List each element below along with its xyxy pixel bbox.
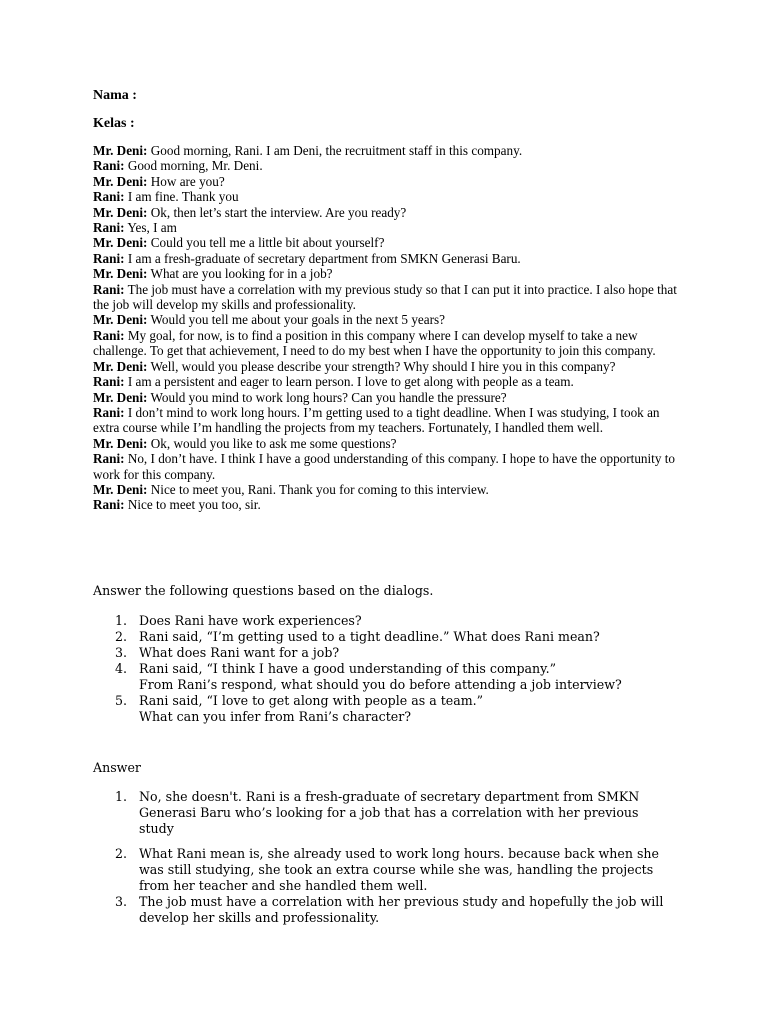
dialog-text: Good morning, Rani. I am Deni, the recruitment staff in this company. <box>147 143 523 158</box>
speaker-name: Rani: <box>93 250 125 266</box>
question-item <box>93 661 653 693</box>
dialog-text: My goal, for now, is to find a position in this company where I can develop myself to take a new challenge. To get that achievement, I need to do my best when I have the opportunity to join this company. <box>93 327 656 359</box>
question-number: 1. <box>115 613 128 628</box>
dialog-line <box>93 235 677 250</box>
interview-dialog <box>93 143 677 513</box>
answer-item <box>93 789 673 837</box>
speaker-name: Mr. Deni: <box>93 389 148 405</box>
dialog-line <box>93 482 677 497</box>
dialog-line <box>93 312 677 327</box>
dialog-text: Would you mind to work long hours? Can you handle the pressure? <box>147 389 507 405</box>
dialog-text: Would you tell me about your goals in the next 5 years? <box>147 312 446 328</box>
speaker-name: Rani: <box>93 281 125 297</box>
dialog-line <box>93 405 677 436</box>
question-item <box>93 693 653 725</box>
questions-list <box>93 613 653 725</box>
question-text: Rani said, “I think I have a good understanding of this company.” <box>139 661 557 676</box>
dialog-line <box>93 497 677 512</box>
nama-label: Nama : <box>93 88 137 103</box>
dialog-line <box>93 266 677 281</box>
question-number: 4. <box>115 661 128 676</box>
answer-item <box>93 894 673 926</box>
question-text: Does Rani have work experiences? <box>139 613 362 628</box>
answer-number: 1. <box>115 789 128 804</box>
instructions-text: Answer the following questions based on the dialogs. <box>93 583 434 598</box>
dialog-line <box>93 205 677 220</box>
speaker-name: Rani: <box>93 158 125 174</box>
question-text: From Rani’s respond, what should you do before attending a job interview? <box>139 677 622 692</box>
answer-number: 2. <box>115 846 128 861</box>
dialog-text: Good morning, Mr. Deni. <box>124 158 263 174</box>
dialog-line <box>93 143 677 158</box>
speaker-name: Mr. Deni: <box>93 266 148 282</box>
dialog-text: I am a persistent and eager to learn person. I love to get along with people as a team. <box>124 374 574 390</box>
dialog-text: I am fine. Thank you <box>124 189 239 205</box>
speaker-name: Rani: <box>93 451 125 467</box>
question-number: 2. <box>115 629 128 644</box>
answer-text: What Rani mean is, she already used to work long hours. because back when she was still studying, she took an extra course while she was, handling the projects from her teacher and she handled them well. <box>139 846 659 893</box>
speaker-name: Rani: <box>93 374 125 390</box>
speaker-name: Rani: <box>93 497 125 513</box>
answers-list <box>93 789 673 926</box>
dialog-text: How are you? <box>147 173 225 189</box>
dialog-text: Nice to meet you, Rani. Thank you for coming to this interview. <box>147 481 489 497</box>
dialog-line <box>93 220 677 235</box>
speaker-name: Mr. Deni: <box>93 173 148 189</box>
dialog-text: The job must have a correlation with my previous study so that I can put it into practice. I also hope that the job will develop my skills and professionality. <box>93 281 677 313</box>
dialog-text: Nice to meet you too, sir. <box>124 497 261 513</box>
speaker-name: Mr. Deni: <box>93 143 148 158</box>
dialog-text: Well, would you please describe your strength? Why should I hire you in this company? <box>147 358 616 374</box>
answer-text: The job must have a correlation with her previous study and hopefully the job will develop her skills and professionality. <box>139 894 664 925</box>
question-item <box>93 613 653 629</box>
speaker-name: Mr. Deni: <box>93 481 148 497</box>
dialog-line <box>93 359 677 374</box>
question-number: 5. <box>115 693 128 708</box>
dialog-line <box>93 451 677 482</box>
dialog-text: Yes, I am <box>124 220 177 236</box>
answer-item <box>93 846 673 894</box>
dialog-text: No, I don’t have. I think I have a good understanding of this company. I hope to have the opportunity to work for this company. <box>93 451 675 482</box>
question-text: Rani said, “I’m getting used to a tight deadline.” What does Rani mean? <box>139 629 600 644</box>
answer-title: Answer <box>93 760 141 775</box>
dialog-text: I don’t mind to work long hours. I’m getting used to a tight deadline. When I was studying, I took an extra course while I’m handling the projects from my teachers. Fortunately, I handled them well. <box>93 404 660 436</box>
dialog-text: Could you tell me a little bit about yourself? <box>147 235 385 251</box>
question-text: Rani said, “I love to get along with people as a team.” <box>139 693 484 708</box>
speaker-name: Mr. Deni: <box>93 204 148 220</box>
question-text: What does Rani want for a job? <box>139 645 340 660</box>
dialog-line <box>93 158 677 173</box>
speaker-name: Mr. Deni: <box>93 235 148 251</box>
dialog-text: What are you looking for in a job? <box>147 266 333 282</box>
question-item <box>93 629 653 645</box>
question-number: 3. <box>115 645 128 660</box>
dialog-line <box>93 374 677 389</box>
dialog-line <box>93 189 677 204</box>
speaker-name: Mr. Deni: <box>93 435 148 451</box>
speaker-name: Rani: <box>93 327 125 343</box>
answer-text: No, she doesn't. Rani is a fresh-graduate of secretary department from SMKN Generasi Baru who’s looking for a job that has a correlation with her previous study <box>139 789 640 836</box>
dialog-text: Ok, then let’s start the interview. Are you ready? <box>147 204 407 220</box>
speaker-name: Mr. Deni: <box>93 358 148 374</box>
question-item <box>93 645 653 661</box>
question-text: What can you infer from Rani’s character? <box>139 709 412 724</box>
speaker-name: Rani: <box>93 404 125 420</box>
dialog-line <box>93 174 677 189</box>
dialog-line <box>93 282 677 313</box>
dialog-line <box>93 328 677 359</box>
answer-number: 3. <box>115 894 128 909</box>
dialog-text: Ok, would you like to ask me some questions? <box>147 435 397 451</box>
speaker-name: Rani: <box>93 220 125 236</box>
kelas-label: Kelas : <box>93 116 135 131</box>
dialog-text: I am a fresh-graduate of secretary department from SMKN Generasi Baru. <box>124 250 521 266</box>
dialog-line <box>93 436 677 451</box>
dialog-line <box>93 251 677 266</box>
speaker-name: Mr. Deni: <box>93 312 148 328</box>
dialog-line <box>93 390 677 405</box>
speaker-name: Rani: <box>93 189 125 205</box>
